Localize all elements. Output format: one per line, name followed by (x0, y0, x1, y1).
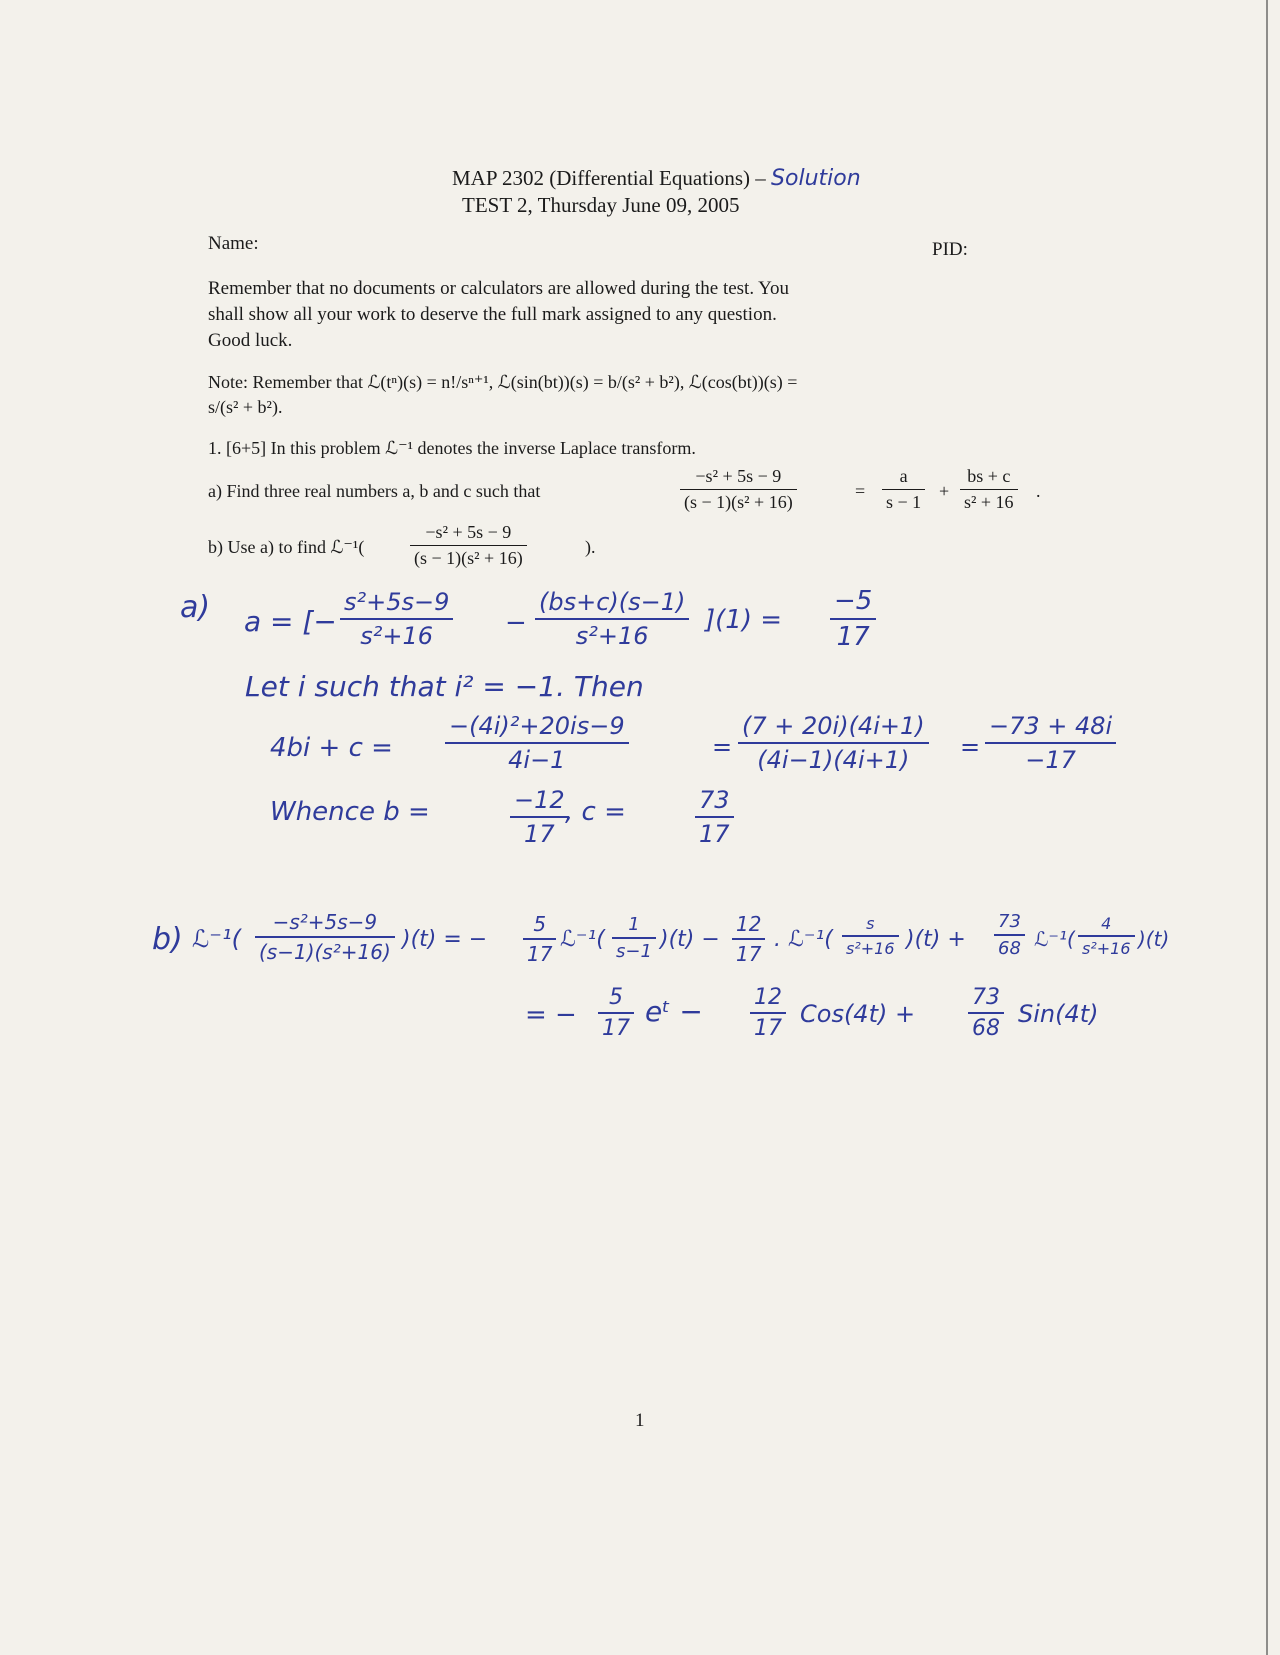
part-b-prefix: b) Use a) to find ℒ⁻¹( (208, 537, 365, 557)
pid-label: PID: (932, 239, 968, 260)
solution-a-line2: Let i such that i² = −1. Then (245, 670, 644, 703)
fraction-bar (340, 618, 453, 620)
solution-a-line1-frac2 (535, 588, 689, 650)
fraction-bar (598, 1012, 634, 1014)
fraction-numerator: 5 (609, 985, 623, 1010)
solution-a-line1-tail: ](1) = (705, 605, 783, 635)
fraction-bar (612, 937, 656, 939)
fraction-numerator: 1 (628, 914, 640, 935)
page-edge (1266, 0, 1268, 1655)
fraction-bar (523, 938, 556, 940)
fraction-numerator: 73 (998, 911, 1021, 932)
fraction-numerator: s (866, 914, 875, 933)
solution-b-g1 (612, 914, 656, 962)
solution-b-term5: ℒ⁻¹( (1034, 927, 1075, 951)
solution-a-line4-left: Whence b = (270, 797, 430, 827)
solution-a-line3-left: 4bi + c = (270, 733, 393, 763)
fraction-denominator: 17 (736, 942, 762, 966)
note-line2: s/(s² + b²). (208, 397, 283, 417)
fraction-bar (968, 1012, 1004, 1014)
fraction-denominator: 17 (699, 820, 730, 848)
solution-b-line2-coef3 (968, 985, 1004, 1041)
solution-a-line3-frac1 (445, 712, 629, 774)
period: . (1036, 481, 1041, 501)
solution-c-value (695, 786, 734, 848)
fraction-numerator: 12 (754, 985, 782, 1010)
handwritten-solution-label: Solution (771, 166, 861, 191)
solution-b-term4: )(t) + (906, 927, 966, 952)
fraction-numerator: −s² + 5s − 9 (425, 522, 512, 542)
instructions-line2: shall show all your work to deserve the full mark assigned to any question. (208, 304, 777, 325)
fraction-numerator: −12 (514, 786, 565, 814)
fraction-numerator: 73 (972, 985, 1000, 1010)
solution-a-line1-frac1 (340, 588, 453, 650)
fraction-numerator: a (899, 466, 908, 486)
solution-a-line3-frac3 (985, 712, 1116, 774)
fraction-bar (750, 1012, 786, 1014)
note-line1: Note: Remember that ℒ(tⁿ)(s) = n!/sⁿ⁺¹, ℒ(sin(bt))(s) = b/(s² + b²), ℒ(cos(bt))(s) = (208, 372, 798, 392)
fraction-denominator: s²+16 (1082, 939, 1131, 958)
fraction-denominator: 17 (836, 622, 870, 652)
solution-b-line2-coef1 (598, 985, 634, 1041)
part-a-fraction-a (882, 466, 925, 513)
fraction-bar (535, 618, 689, 620)
fraction-bar (410, 545, 527, 546)
solution-b-coef3 (994, 911, 1025, 959)
equals-sign: = (855, 481, 866, 501)
part-b-suffix: ). (585, 537, 596, 557)
fraction-numerator: −73 + 48i (989, 712, 1113, 740)
solution-b-line2-coef2 (750, 985, 786, 1041)
part-a-fraction-bc (960, 466, 1018, 513)
fraction-bar (960, 489, 1018, 490)
fraction-denominator: s² + 16 (964, 492, 1014, 512)
exam-title-line1 (452, 166, 861, 191)
solution-b-term3: . ℒ⁻¹( (774, 927, 833, 952)
solution-b-term1: ℒ⁻¹( (560, 927, 605, 952)
solution-b-label: b) (152, 922, 183, 957)
solution-b-term2: )(t) − (660, 927, 720, 952)
fraction-bar (445, 742, 629, 744)
fraction-denominator: 4i−1 (508, 746, 566, 774)
course-title: MAP 2302 (Differential Equations) – (452, 166, 766, 190)
fraction-denominator: (s − 1)(s² + 16) (414, 548, 523, 568)
fraction-bar (842, 935, 899, 937)
part-b-fraction (410, 522, 527, 569)
fraction-numerator: bs + c (967, 466, 1011, 486)
fraction-numerator: 4 (1101, 914, 1112, 933)
solution-b-line1-frac (255, 910, 395, 964)
fraction-bar (882, 489, 925, 490)
solution-a-result (830, 586, 876, 652)
instructions-line3: Good luck. (208, 330, 293, 351)
fraction-denominator: 17 (524, 820, 555, 848)
solution-b-g3 (1078, 914, 1135, 958)
solution-a-label: a) (180, 590, 211, 625)
fraction-numerator: (7 + 20i)(4i+1) (742, 712, 925, 740)
fraction-denominator: s−1 (616, 941, 652, 962)
minus-sign: − (505, 608, 527, 638)
fraction-denominator: (s−1)(s²+16) (259, 940, 391, 964)
solution-b-term6: )(t) (1138, 927, 1170, 951)
fraction-numerator: s²+5s−9 (344, 588, 450, 616)
fraction-bar (732, 938, 765, 940)
part-a-fraction-lhs (680, 466, 797, 513)
fraction-bar (510, 816, 569, 818)
fraction-denominator: s²+16 (846, 939, 895, 958)
fraction-denominator: 17 (602, 1016, 630, 1041)
fraction-bar (680, 489, 797, 490)
fraction-denominator: 17 (754, 1016, 782, 1041)
fraction-bar (695, 816, 734, 818)
plus-sign: + (939, 481, 950, 501)
fraction-bar (830, 618, 876, 620)
solution-b-coef2 (732, 912, 765, 966)
fraction-numerator: −s²+5s−9 (272, 910, 378, 934)
equals-sign: = (960, 733, 981, 761)
equals-sign: = (712, 733, 733, 761)
fraction-denominator: s²+16 (575, 622, 649, 650)
fraction-denominator: s − 1 (886, 492, 922, 512)
solution-a-line3-frac2 (738, 712, 929, 774)
solution-b-line1-left: ℒ⁻¹( (192, 925, 241, 953)
fraction-numerator: −s² + 5s − 9 (695, 466, 782, 486)
solution-b-line2-cos: Cos(4t) + (800, 1000, 916, 1028)
solution-b-coef1 (523, 912, 556, 966)
solution-b-line2-exp: eᵗ − (645, 995, 703, 1028)
fraction-bar (255, 936, 395, 938)
solution-a-line1-left: a = [− (244, 605, 337, 638)
solution-b-g2 (842, 914, 899, 958)
fraction-denominator: 68 (972, 1016, 1000, 1041)
exam-title-line2: TEST 2, Thursday June 09, 2005 (462, 193, 740, 217)
solution-b-line2-left: = − (525, 1000, 577, 1030)
fraction-denominator: s²+16 (360, 622, 434, 650)
solution-a-line4-mid: , c = (565, 797, 626, 827)
fraction-denominator: 17 (527, 942, 553, 966)
fraction-bar (985, 742, 1116, 744)
solution-b-line2-sin: Sin(4t) (1018, 1000, 1099, 1028)
fraction-numerator: −5 (834, 586, 873, 616)
fraction-denominator: (4i−1)(4i+1) (757, 746, 910, 774)
fraction-bar (994, 934, 1025, 936)
fraction-bar (738, 742, 929, 744)
name-label: Name: (208, 233, 259, 254)
fraction-numerator: −(4i)²+20is−9 (449, 712, 625, 740)
fraction-numerator: 5 (533, 912, 547, 936)
instructions-line1: Remember that no documents or calculators are allowed during the test. You (208, 278, 789, 299)
fraction-denominator: −17 (1025, 746, 1076, 774)
fraction-numerator: 12 (736, 912, 762, 936)
fraction-denominator: (s − 1)(s² + 16) (684, 492, 793, 512)
fraction-denominator: 68 (998, 938, 1021, 959)
solution-b-line1-mid: )(t) = − (402, 927, 488, 952)
fraction-numerator: 73 (699, 786, 730, 814)
fraction-numerator: (bs+c)(s−1) (539, 588, 686, 616)
page-number: 1 (635, 1410, 645, 1431)
solution-b-value (510, 786, 569, 848)
fraction-bar (1078, 935, 1135, 937)
problem-header: 1. [6+5] In this problem ℒ⁻¹ denotes the inverse Laplace transform. (208, 438, 696, 458)
part-a-prefix: a) Find three real numbers a, b and c such that (208, 481, 541, 501)
